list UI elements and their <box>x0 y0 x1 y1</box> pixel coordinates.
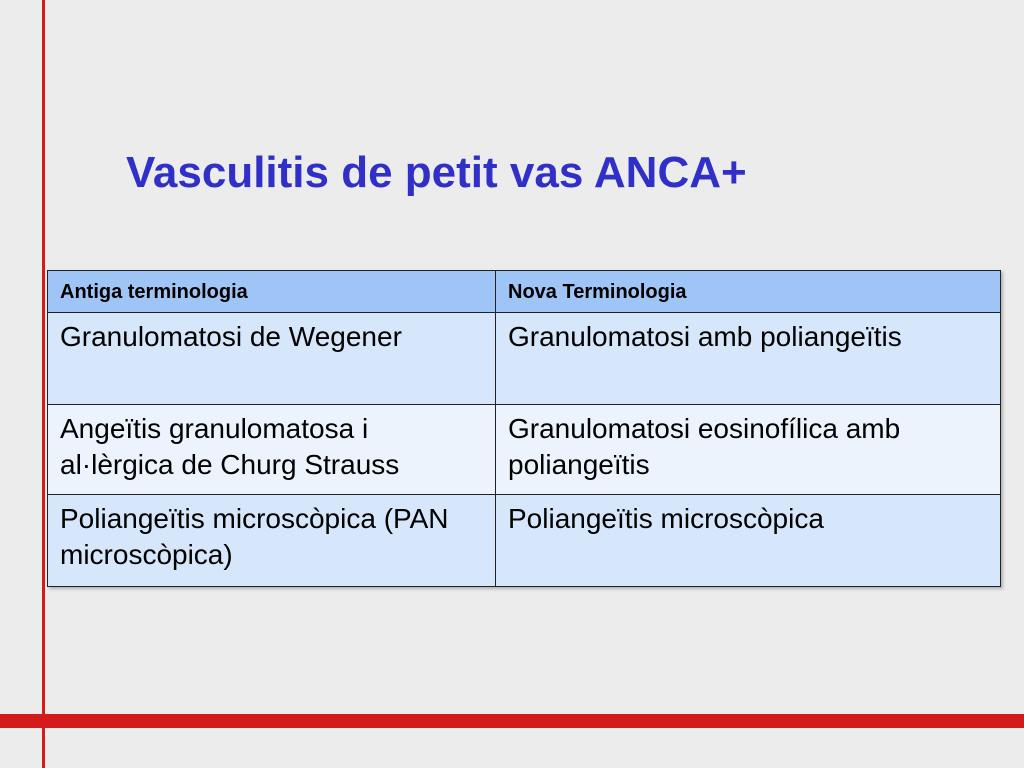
new-term-cell: Granulomatosi eosinofílica amb poliangeïtis <box>496 405 1001 495</box>
header-new-terminology: Nova Terminologia <box>496 271 1001 313</box>
slide-title: Vasculitis de petit vas ANCA+ <box>126 148 747 197</box>
vertical-accent-line <box>42 0 45 768</box>
old-term-cell: Granulomatosi de Wegener <box>48 313 496 405</box>
table-row <box>48 495 1001 587</box>
table-row <box>48 313 1001 405</box>
new-term-cell: Granulomatosi amb poliangeïtis <box>496 313 1001 405</box>
table-header-row <box>48 271 1001 313</box>
old-term-cell: Poliangeïtis microscòpica (PAN microscòpica) <box>48 495 496 587</box>
header-old-terminology: Antiga terminologia <box>48 271 496 313</box>
new-term-cell: Poliangeïtis microscòpica <box>496 495 1001 587</box>
horizontal-accent-bar <box>0 714 1024 728</box>
terminology-table <box>47 270 1001 587</box>
table-row <box>48 405 1001 495</box>
old-term-cell: Angeïtis granulomatosa i al·lèrgica de Churg Strauss <box>48 405 496 495</box>
